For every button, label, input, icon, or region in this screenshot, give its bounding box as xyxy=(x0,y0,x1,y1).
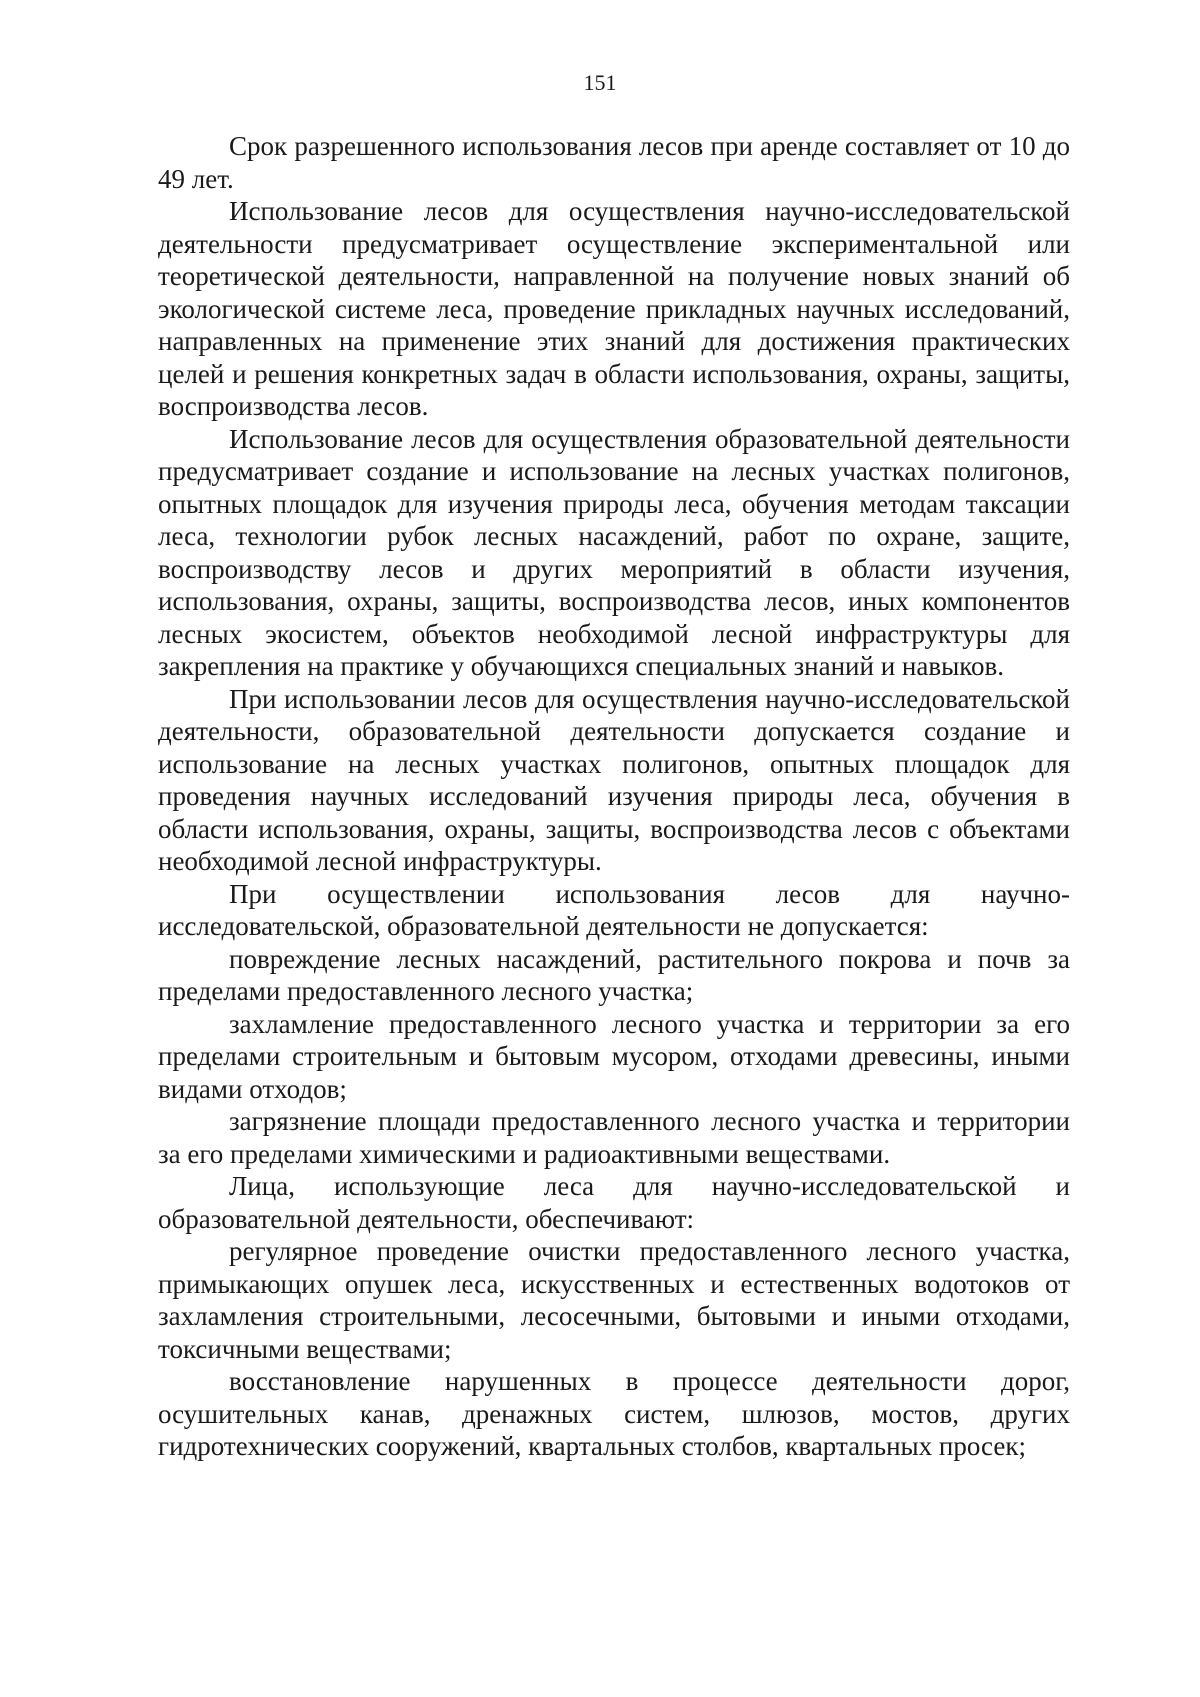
paragraph-restoration: восстановление нарушенных в процессе деятельности дорог, осушительных канав, дренажных систем, шлюзов, мостов, других гидротехнических сооружений, квартальных столбов, квартальных просек; xyxy=(158,1366,1070,1461)
paragraph-damage: повреждение лесных насаждений, растительного покрова и почв за пределами предоставленного лесного участка; xyxy=(158,943,1070,1006)
document-body xyxy=(158,130,1070,1463)
paragraph-lease-term: Срок разрешенного использования лесов при аренде составляет от 10 до 49 лет. xyxy=(158,131,1070,194)
paragraph-polygons-allowed: При использовании лесов для осуществления научно-исследовательской деятельности, образовательной деятельности допускается создание и использование на лесных участках полигонов, опытных площадок для проведения научных исследований изучения природы леса, обучения в области использования, охраны, защиты, воспроизводства лесов с объектами необходимой лесной инфраструктуры. xyxy=(158,683,1070,876)
paragraph-research-activity: Использование лесов для осуществления научно-исследовательской деятельности предусматривает осуществление экспериментальной или теоретической деятельности, направленной на получение новых знаний об экологической системе леса, проведение прикладных научных исследований, направленных на применение этих знаний для достижения практических целей и решения конкретных задач в области использования, охраны, защиты, воспроизводства лесов. xyxy=(158,196,1070,421)
paragraph-educational-activity: Использование лесов для осуществления образовательной деятельности предусматривает создание и использование на лесных участках полигонов, опытных площадок для изучения природы леса, обучения методам таксации леса, технологии рубок лесных насаждений, работ по охране, защите, воспроизводству лесов и других мероприятий в области изучения, использования, охраны, защиты, воспроизводства лесов, иных компонентов лесных экосистем, объектов необходимой лесной инфраструктуры для закрепления на практике у обучающихся специальных знаний и навыков. xyxy=(158,423,1070,681)
paragraph-not-allowed-intro: При осуществлении использования лесов для научно-исследовательской, образовательной деятельности не допускается: xyxy=(158,878,1070,941)
paragraph-pollution: загрязнение площади предоставленного лесного участка и территории за его пределами химическими и радиоактивными веществами. xyxy=(158,1106,1070,1169)
page-number: 151 xyxy=(583,70,617,95)
paragraph-littering: захламление предоставленного лесного участка и территории за его пределами строительным и бытовым мусором, отходами древесины, иными видами отходов; xyxy=(158,1008,1070,1104)
paragraph-cleaning: регулярное проведение очистки предоставленного лесного участка, примыкающих опушек леса, искусственных и естественных водотоков от захламления строительными, лесосечными, бытовыми и иными отходами, токсичными веществами; xyxy=(158,1236,1070,1364)
paragraph-obligations-intro: Лица, использующие леса для научно-исследовательской и образовательной деятельности, обеспечивают: xyxy=(158,1171,1070,1234)
